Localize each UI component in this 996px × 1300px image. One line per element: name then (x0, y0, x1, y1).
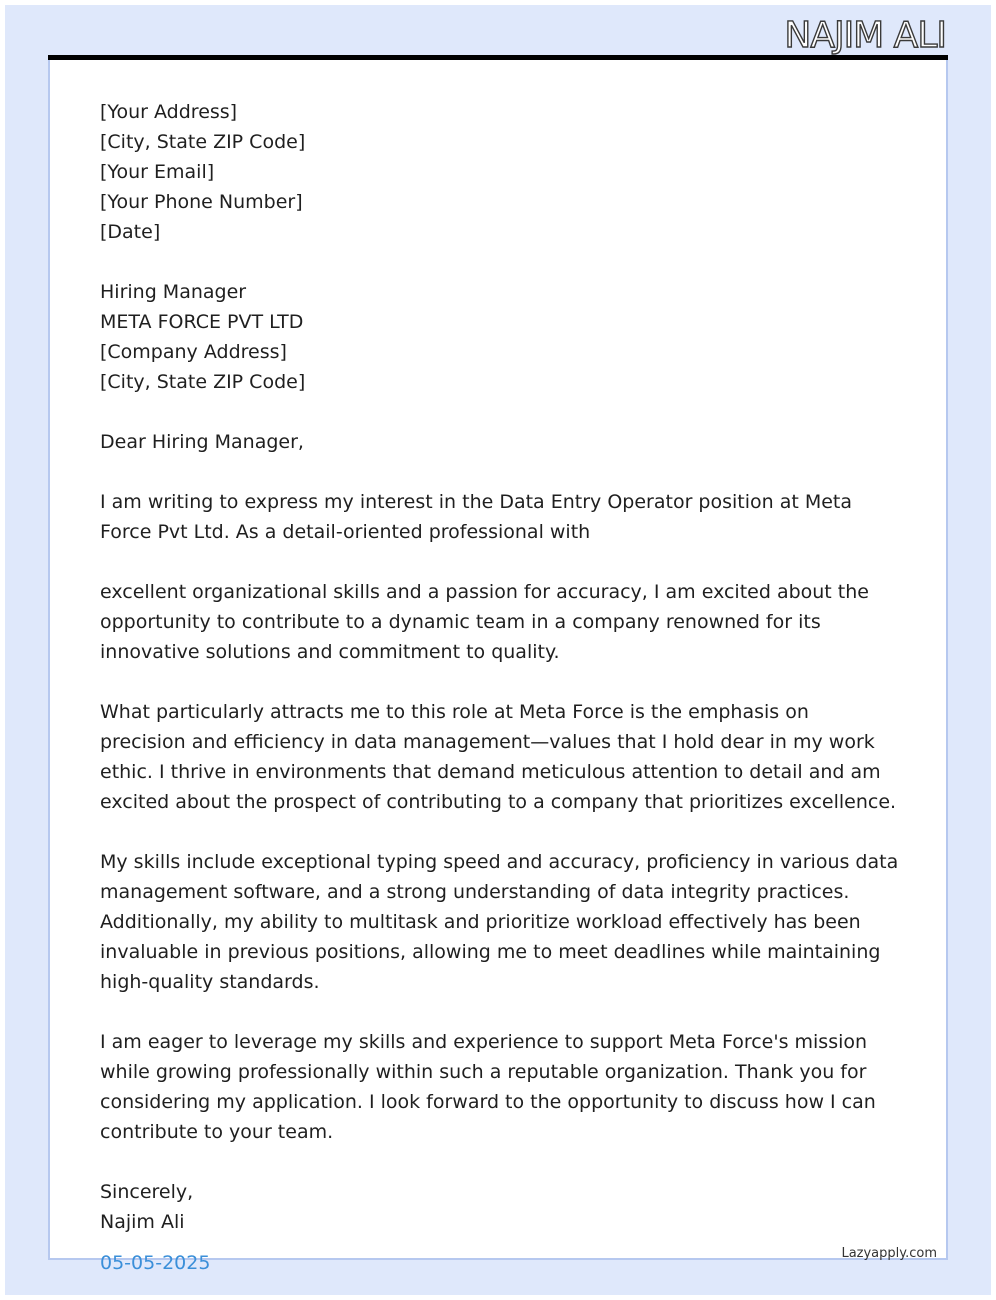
sender-email: [Your Email] (100, 161, 215, 183)
paragraph-intro: I am writing to express my interest in the Data Entry Operator position at Meta Force Pvt Ltd. As a detail-oriented professional with (100, 491, 853, 543)
sender-date: [Date] (100, 221, 161, 243)
sender-city: [City, State ZIP Code] (100, 131, 306, 153)
letter-body (100, 97, 900, 1237)
paragraph-attraction: What particularly attracts me to this role at Meta Force is the emphasis on precision and efficiency in data management—values that I hold dear in my work ethic. I thrive in environments that demand meticulous attention to detail and am excited about the prospect of contributing to a company that prioritizes excellence. (100, 701, 897, 813)
recipient-title: Hiring Manager (100, 281, 247, 303)
recipient-address: [Company Address] (100, 341, 287, 363)
footer-date: 05-05-2025 (100, 1252, 211, 1274)
recipient-company: META FORCE PVT LTD (100, 311, 304, 333)
sender-address: [Your Address] (100, 101, 238, 123)
paragraph-skills-intro: excellent organizational skills and a passion for accuracy, I am excited about the opportunity to contribute to a dynamic team in a company renowned for its innovative solutions and commitment to quality. (100, 581, 869, 663)
header-name: NAJIM ALI (784, 15, 946, 56)
signature: Najim Ali (100, 1211, 185, 1233)
sender-phone: [Your Phone Number] (100, 191, 303, 213)
valediction: Sincerely, (100, 1181, 194, 1203)
watermark: Lazyapply.com (841, 1246, 937, 1261)
recipient-city: [City, State ZIP Code] (100, 371, 306, 393)
paragraph-closing: I am eager to leverage my skills and experience to support Meta Force's mission while growing professionally within such a reputable organization. Thank you for considering my application. I look forward to the opportunity to discuss how I can contribute to your team. (100, 1031, 876, 1143)
salutation: Dear Hiring Manager, (100, 431, 304, 453)
paragraph-skills: My skills include exceptional typing speed and accuracy, proficiency in various data management software, and a strong understanding of data integrity practices. Additionally, my ability to multitask and prioritize workload effectively has been invaluable in previous positions, allowing me to meet deadlines while maintaining high-quality standards. (100, 851, 899, 993)
